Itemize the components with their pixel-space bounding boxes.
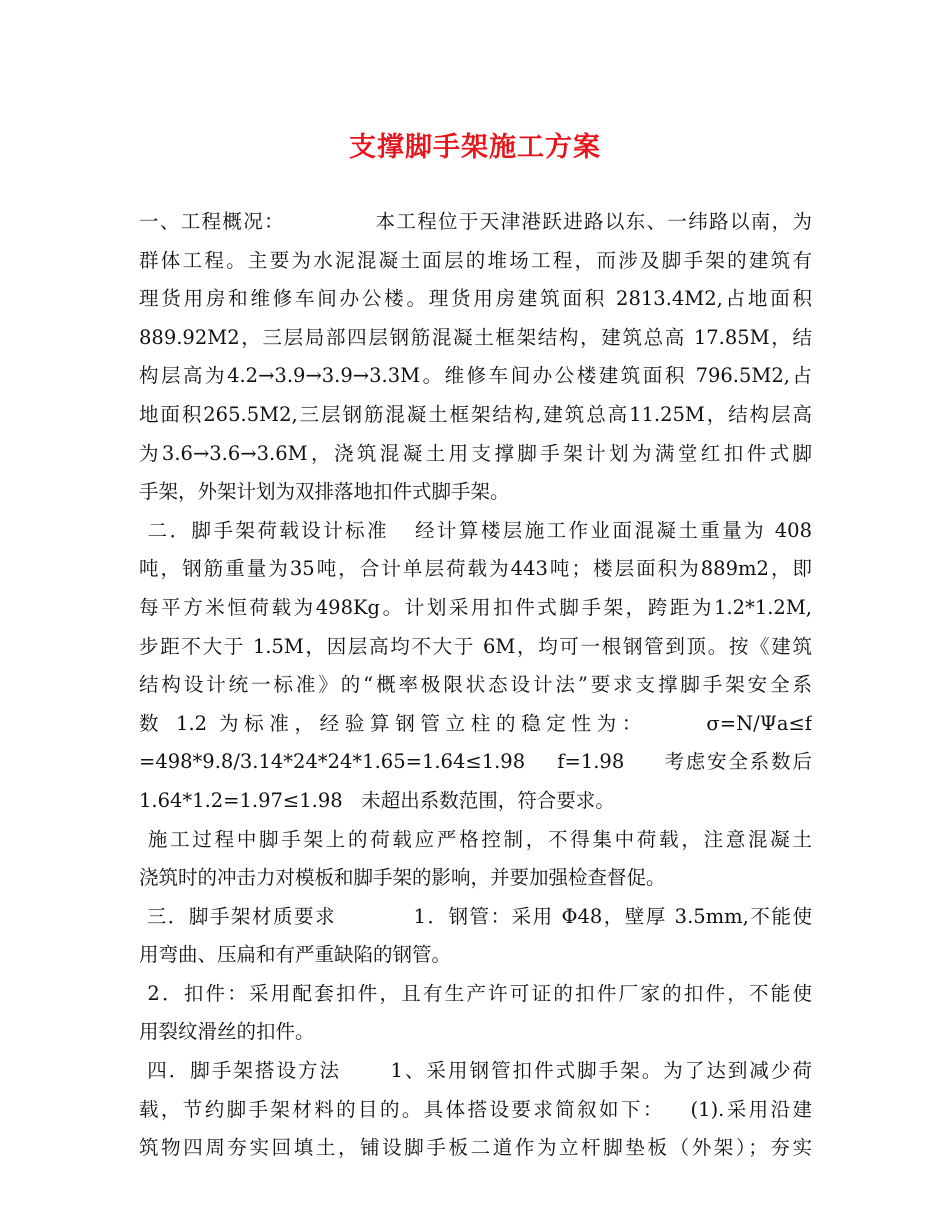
body-line: 三．脚手架材质要求 1．钢管：采用 Φ48，壁厚 3.5mm,不能使 [139,904,812,928]
body-line: 一、工程概况： 本工程位于天津港跃进路以东、一纬路以南，为 [139,210,812,233]
body-line: 载，节约脚手架材料的目的。具体搭设要求简叙如下： (1).采用沿建 [139,1097,812,1121]
body-line: 筑物四周夯实回填土，铺设脚手板二道作为立杆脚垫板（外架）；夯实 [139,1136,812,1160]
body-line: 每平方米恒荷载为498Kg。计划采用扣件式脚手架，跨距为1.2*1.2M, [139,595,812,619]
body-line: 浇筑时的冲击力对模板和脚手架的影响，并要加强检查督促。 [139,866,666,890]
body-line: 用弯曲、压扁和有严重缺陷的钢管。 [139,943,452,967]
body-line: 结构设计统一标准》的“概率极限状态设计法”要求支撑脚手架安全系 [139,673,812,697]
body-line: 2．扣件：采用配套扣件，且有生产许可证的扣件厂家的扣件，不能使 [139,981,812,1005]
body-line: 地面积265.5M2,三层钢筋混凝土框架结构,建筑总高11.25M，结构层高 [139,402,812,426]
document-title: 支撑脚手架施工方案 [349,132,601,163]
body-line: 施工过程中脚手架上的荷载应严格控制，不得集中荷载，注意混凝土 [139,827,812,851]
body-line: 1.64*1.2=1.97≤1.98 未超出系数范围，符合要求。 [139,788,615,812]
body-line: 四．脚手架搭设方法 1、采用钢管扣件式脚手架。为了达到减少荷 [139,1059,812,1083]
body-line: =498*9.8/3.14*24*24*1.65=1.64≤1.98 f=1.98 考虑安全系数后 [139,750,812,774]
body-line: 步距不大于 1.5M，因层高均不大于 6M，均可一根钢管到顶。按《建筑 [139,634,812,658]
document-body [139,203,812,1168]
body-line: 手架，外架计划为双排落地扣件式脚手架。 [139,480,510,504]
body-line: 用裂纹滑丝的扣件。 [139,1020,315,1044]
body-line: 二．脚手架荷载设计标准 经计算楼层施工作业面混凝土重量为 408 [139,518,812,542]
body-line: 为3.6→3.6→3.6M，浇筑混凝土用支撑脚手架计划为满堂红扣件式脚 [139,441,812,465]
body-line: 理货用房和维修车间办公楼。理货用房建筑面积 2813.4M2,占地面积 [139,287,812,311]
body-line: 群体工程。主要为水泥混凝土面层的堆场工程，而涉及脚手架的建筑有 [139,248,812,272]
body-line: 构层高为4.2→3.9→3.9→3.3M。维修车间办公楼建筑面积 796.5M2,占 [139,364,812,388]
body-line: 数 1.2 为标准，经验算钢管立柱的稳定性为： σ=N/Ψa≤f [139,711,812,735]
body-line: 吨，钢筋重量为35吨，合计单层荷载为443吨；楼层面积为889m2，即 [139,557,812,581]
body-line: 889.92M2，三层局部四层钢筋混凝土框架结构，建筑总高 17.85M，结 [139,325,812,349]
